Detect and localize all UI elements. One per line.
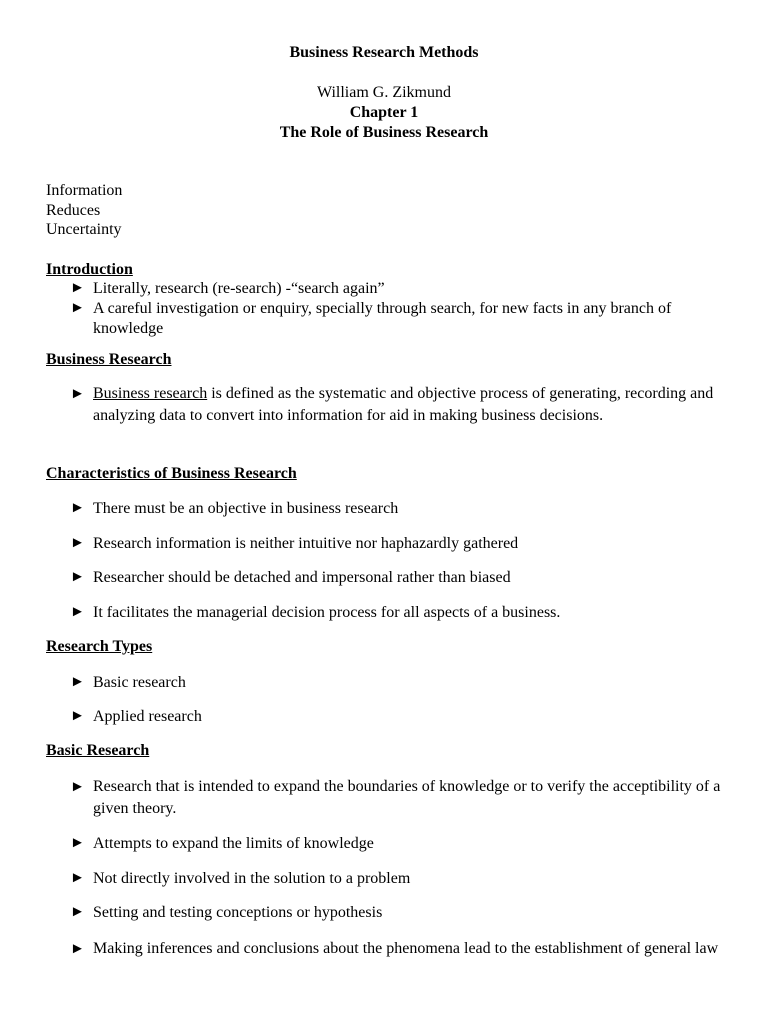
bullet-text: Basic research xyxy=(93,674,186,691)
bullet-text: Researcher should be detached and impersonal rather than biased xyxy=(93,569,511,586)
bullet-text: There must be an objective in business research xyxy=(93,500,399,517)
heading-business-research: Business Research xyxy=(46,351,172,368)
document-title: Business Research Methods xyxy=(289,44,479,61)
defined-term: Business research xyxy=(93,385,208,402)
bullet-item xyxy=(70,534,740,554)
bullet-arrow-icon: ► xyxy=(70,535,85,551)
heading-basic-research: Basic Research xyxy=(46,742,150,759)
heading-introduction: Introduction xyxy=(46,261,133,278)
bullet-arrow-icon: ► xyxy=(70,708,85,724)
bullet-text: Applied research xyxy=(93,708,202,725)
bullet-item xyxy=(70,834,740,854)
bullet-arrow-icon: ► xyxy=(70,674,85,690)
bullet-item xyxy=(70,707,740,727)
bullet-arrow-icon: ► xyxy=(70,300,85,316)
bullet-text: Research information is neither intuitive nor haphazardly gathered xyxy=(93,535,519,552)
chapter-number: Chapter 1 xyxy=(349,104,419,121)
heading-characteristics: Characteristics of Business Research xyxy=(46,465,297,482)
bullet-arrow-icon: ► xyxy=(70,904,85,920)
bullet-item xyxy=(70,673,740,693)
intro-line: Reduces xyxy=(46,201,101,219)
bullet-arrow-icon: ► xyxy=(70,386,85,402)
bullet-item xyxy=(70,603,740,623)
chapter-title: The Role of Business Research xyxy=(279,124,489,141)
author-name: William G. Zikmund xyxy=(316,84,451,101)
bullet-item xyxy=(70,869,740,889)
bullet-item xyxy=(70,776,740,820)
bullet-item xyxy=(70,499,740,519)
bullet-arrow-icon: ► xyxy=(70,604,85,620)
bullet-text: Not directly involved in the solution to a problem xyxy=(93,870,411,887)
bullet-arrow-icon: ► xyxy=(70,280,85,296)
bullet-arrow-icon: ► xyxy=(70,569,85,585)
definition-text: is defined as the systematic and objective process of generating, recording and analyzing data to convert into information for aid in making business decisions. xyxy=(93,385,714,424)
bullet-text: Research that is intended to expand the boundaries of knowledge or to verify the acceptibility of a given theory. xyxy=(93,778,721,817)
heading-research-types: Research Types xyxy=(46,638,153,655)
bullet-text: Literally, research (re-search) -“search again” xyxy=(93,280,385,297)
bullet-item xyxy=(70,903,740,923)
bullet-item xyxy=(70,279,740,299)
bullet-arrow-icon: ► xyxy=(70,870,85,886)
bullet-text xyxy=(70,383,740,427)
bullet-item xyxy=(70,299,740,338)
bullet-arrow-icon: ► xyxy=(70,500,85,516)
bullet-item xyxy=(70,568,740,588)
bullet-text: A careful investigation or enquiry, specially through search, for new facts in any branch of knowledge xyxy=(93,300,672,337)
bullet-text: Making inferences and conclusions about the phenomena lead to the establishment of general law xyxy=(93,940,719,957)
intro-line: Information xyxy=(46,182,123,199)
bullet-text: Attempts to expand the limits of knowledge xyxy=(93,835,374,852)
bullet-arrow-icon: ► xyxy=(70,941,85,957)
bullet-arrow-icon: ► xyxy=(70,835,85,851)
bullet-text: Setting and testing conceptions or hypothesis xyxy=(93,904,383,921)
bullet-text: It facilitates the managerial decision process for all aspects of a business. xyxy=(93,604,561,621)
bullet-item xyxy=(70,938,740,960)
intro-lines xyxy=(46,181,122,240)
bullet-arrow-icon: ► xyxy=(70,779,85,795)
intro-line: Uncertainty xyxy=(46,221,122,238)
bullet-item xyxy=(70,383,740,427)
